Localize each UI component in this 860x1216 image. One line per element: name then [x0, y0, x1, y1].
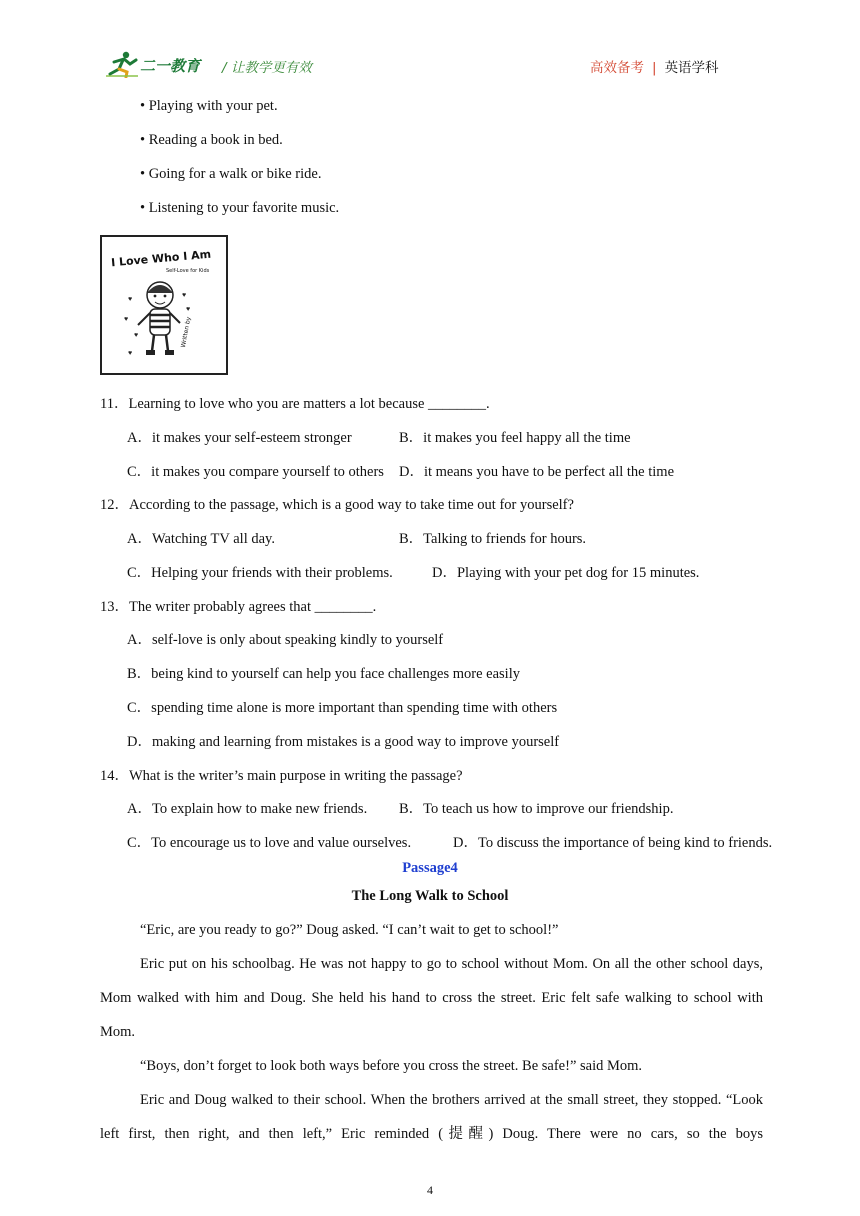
option-d: D．it means you have to be perfect all the time: [399, 464, 675, 480]
option-c: C．it makes you compare yourself to others: [127, 464, 384, 480]
option-d: D．making and learning from mistakes is a good way to improve yourself: [127, 734, 560, 750]
svg-text:♥: ♥: [186, 305, 191, 313]
paragraph-3: “Boys, don’t forget to look both ways before you cross the street. Be safe!” said Mom.: [140, 1058, 643, 1074]
option-b: B．To teach us how to improve our friendship.: [399, 801, 674, 817]
question-stem: 14．What is the writer’s main purpose in writing the passage?: [100, 768, 463, 784]
option-d: D．Playing with your pet dog for 15 minutes.: [432, 565, 700, 581]
option-c: C．spending time alone is more important than spending time with others: [127, 700, 558, 716]
running-man-logo-icon: [104, 50, 140, 78]
option-a: A．Watching TV all day.: [127, 531, 275, 547]
girl-illustration: [122, 275, 212, 367]
option-c: C．Helping your friends with their problems.: [127, 565, 393, 581]
header-subject-label: 英语学科: [664, 60, 719, 76]
svg-text:♥: ♥: [182, 291, 187, 299]
option-a: A．self-love is only about speaking kindly to yourself: [127, 632, 444, 648]
option-b: B．being kind to yourself can help you face challenges more easily: [127, 666, 520, 682]
list-item: • Listening to your favorite music.: [140, 200, 340, 216]
paragraph-1: “Eric, are you ready to go?” Doug asked. “I can’t wait to get to school!”: [140, 922, 559, 938]
option-b: B．Talking to friends for hours.: [399, 531, 587, 547]
header-right: [590, 56, 719, 76]
book-cover-subtitle: Self-Love for Kids: [166, 268, 210, 274]
header-exam-label: 高效备考: [590, 60, 644, 76]
logo-text: 二一教育: [140, 57, 201, 75]
paragraph-2: Eric put on his schoolbag. He was not happy to go to school without Mom. On all the other school days, Mom walked with him and Doug. She held his hand to cross the street. Eric felt safe walking to school with Mom.: [100, 956, 763, 1040]
book-cover-image: [100, 235, 228, 375]
svg-text:♥: ♥: [124, 315, 129, 323]
page-number: 4: [427, 1183, 433, 1197]
question-stem: 11．Learning to love who you are matters a lot because ________.: [100, 396, 490, 412]
paragraph-4-text: Eric and Doug walked to their school. When the brothers arrived at the small street, they stopped. “Look left first, then right, and then left,” Eric reminded (提醒) Doug. There were no cars, so the boys: [100, 1092, 763, 1142]
story-title: The Long Walk to School: [351, 888, 509, 904]
list-item: • Reading a book in bed.: [140, 132, 283, 148]
question-stem: 12．According to the passage, which is a good way to take time out for yourself?: [100, 497, 574, 513]
option-b: B．it makes you feel happy all the time: [399, 430, 631, 446]
book-cover-title: I Love Who I Am: [110, 247, 212, 270]
list-item: • Playing with your pet.: [140, 98, 278, 114]
option-a: A．it makes your self-esteem stronger: [127, 430, 352, 446]
question-stem: 13．The writer probably agrees that ________.: [100, 599, 377, 615]
list-item: • Going for a walk or bike ride.: [140, 166, 322, 182]
option-a: A．To explain how to make new friends.: [127, 801, 368, 817]
svg-text:♥: ♥: [128, 349, 133, 357]
book-cover-author: Written by: [180, 316, 193, 349]
option-d: D．To discuss the importance of being kind to friends.: [453, 835, 773, 851]
option-c: C．To encourage us to love and value ourselves.: [127, 835, 412, 851]
svg-text:♥: ♥: [128, 295, 133, 303]
passage-label: Passage4: [402, 860, 458, 876]
paragraph-4: [100, 1083, 763, 1151]
header-separator: |: [652, 60, 657, 76]
header-slogan: / 让教学更有效: [222, 60, 312, 76]
svg-text:♥: ♥: [134, 331, 139, 339]
